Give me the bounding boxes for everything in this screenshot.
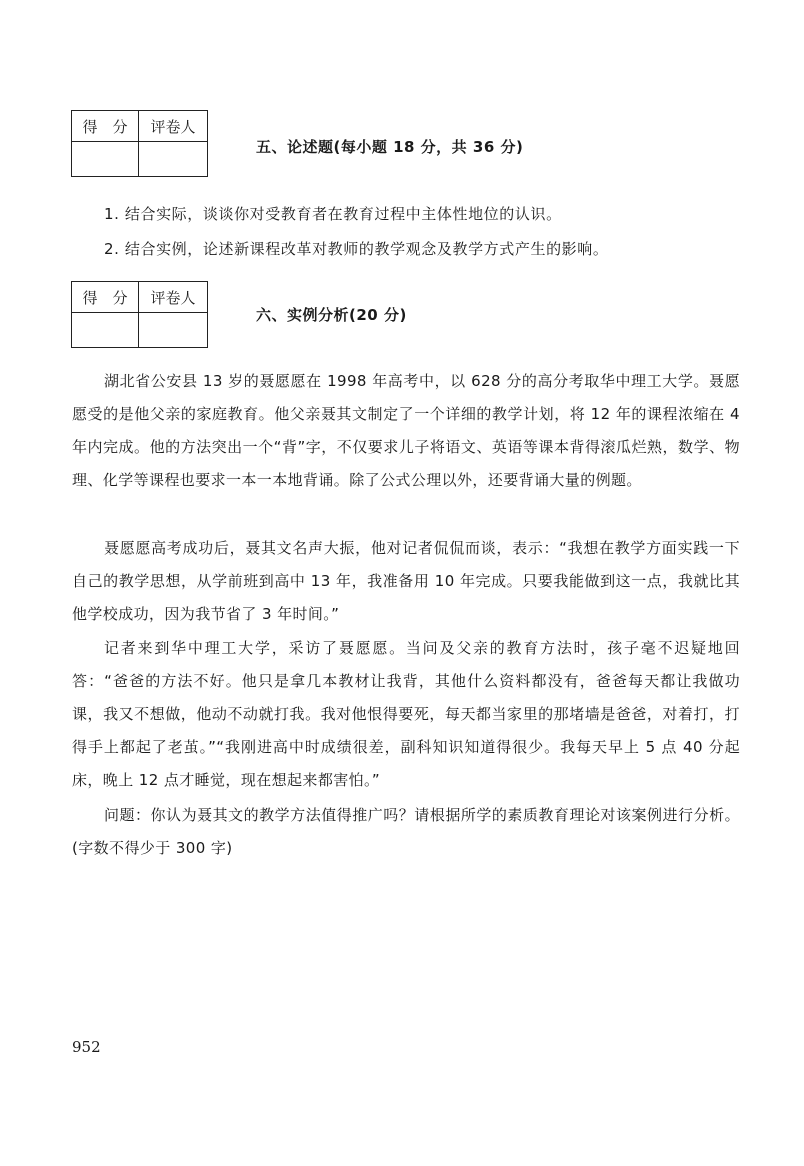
score-table-section5 <box>71 110 208 177</box>
section-title-case-analysis: 六、实例分析(20 分) <box>256 306 407 324</box>
grader-label: 评卷人 <box>139 282 208 313</box>
grader-box <box>139 142 208 177</box>
case-paragraph: 湖北省公安县 13 岁的聂愿愿在 1998 年高考中，以 628 分的高分考取华中理工大学。聂愿愿受的是他父亲的家庭教育。他父亲聂其文制定了一个详细的教学计划，将 12 年的课程浓缩在 4 年内完成。他的方法突出一个“背”字，不仅要求儿子将语文、英语等课本背得滚瓜烂熟，数学、物理、化学等课程也要求一本一本地背诵。除了公式公理以外，还要背诵大量的例题。 <box>72 372 740 489</box>
question-item: 2. 结合实例，论述新课程改革对教师的教学观念及教学方式产生的影响。 <box>104 240 609 258</box>
score-label: 得 分 <box>72 282 139 313</box>
question-item: 1. 结合实际，谈谈你对受教育者在教育过程中主体性地位的认识。 <box>104 205 562 223</box>
grader-box <box>139 313 208 348</box>
section-title-essay: 五、论述题(每小题 18 分，共 36 分) <box>256 138 524 156</box>
question-paragraph: 问题：你认为聂其文的教学方法值得推广吗？请根据所学的素质教育理论对该案例进行分析。(字数不得少于 300 字) <box>72 806 740 857</box>
score-table-section6 <box>71 281 208 348</box>
page-number: 952 <box>72 1038 101 1056</box>
grader-label: 评卷人 <box>139 111 208 142</box>
case-paragraph: 聂愿愿高考成功后，聂其文名声大振，他对记者侃侃而谈，表示：“我想在教学方面实践一下自己的教学思想，从学前班到高中 13 年，我准备用 10 年完成。只要我能做到这一点，我就比其他学校成功，因为我节省了 3 年时间。” <box>72 539 740 623</box>
case-paragraph: 记者来到华中理工大学，采访了聂愿愿。当问及父亲的教育方法时，孩子毫不迟疑地回答：“爸爸的方法不好。他只是拿几本教材让我背，其他什么资料都没有，爸爸每天都让我做功课，我又不想做，他动不动就打我。我对他恨得要死，每天都当家里的那堵墙是爸爸，对着打，打得手上都起了老茧。”“我刚进高中时成绩很差，副科知识知道得很少。我每天早上 5 点 40 分起床，晚上 12 点才睡觉，现在想起来都害怕。” <box>72 639 740 789</box>
score-box <box>72 313 139 348</box>
score-label: 得 分 <box>72 111 139 142</box>
score-box <box>72 142 139 177</box>
